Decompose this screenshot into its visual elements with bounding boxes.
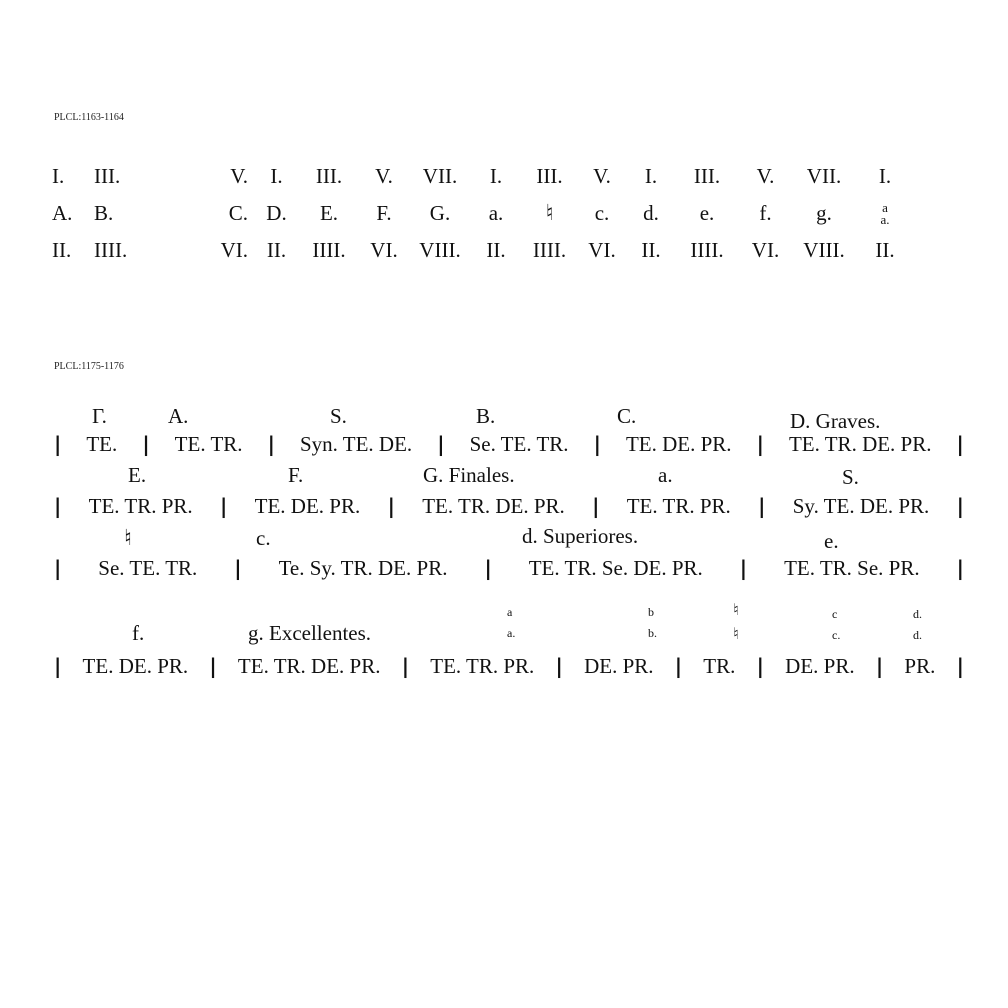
mode-cell: VII.: [422, 164, 458, 188]
separator: |: [437, 432, 445, 456]
label-e: e.: [824, 529, 839, 553]
mode-cell: I.: [489, 164, 503, 188]
letter-cell: c.: [594, 201, 610, 225]
mode-cell: IIII.: [690, 238, 724, 262]
syllable-group: TE. TR. DE. PR.: [422, 494, 565, 518]
separator: |: [956, 654, 964, 678]
syllable-group: TE. TR. Se. PR.: [784, 556, 920, 580]
syllable-group: TE. TR. PR.: [88, 494, 193, 518]
separator: |: [956, 556, 964, 580]
letter-cell: D.: [266, 201, 287, 225]
syllable-group: TE. TR. PR.: [430, 654, 535, 678]
separator: |: [756, 432, 764, 456]
label-bb-top: b: [648, 605, 654, 619]
page-reference-2: PLCL:1175-1176: [54, 361, 124, 372]
label-S-2: S.: [842, 465, 859, 489]
letter-cell: a.: [488, 201, 504, 225]
syllable-group: TE. DE. PR.: [82, 654, 189, 678]
separator: |: [484, 556, 492, 580]
letters-row: [52, 195, 915, 232]
hexachord-row-4: [54, 654, 964, 679]
mode-cell: VIII.: [803, 238, 845, 262]
mode-cell: I.: [52, 164, 65, 188]
mode-cell: III.: [94, 164, 121, 188]
mode-cell: VI.: [370, 238, 398, 262]
syllable-group: Syn. TE. DE.: [299, 432, 413, 456]
mode-cell: V.: [375, 164, 393, 188]
letter-cell: A.: [52, 201, 73, 225]
label-G-finales: G. Finales.: [423, 463, 515, 487]
mode-cell: V.: [593, 164, 611, 188]
separator: |: [875, 654, 884, 678]
mode-cell: V.: [756, 164, 775, 188]
separator: |: [209, 654, 217, 678]
letter-cell: d.: [643, 201, 659, 225]
letter-cell: G.: [429, 201, 451, 225]
syllable-group: TE. TR. DE. PR.: [237, 654, 381, 678]
separator: |: [756, 654, 764, 678]
label-d-superiores: d. Superiores.: [522, 524, 639, 548]
mode-cell: II.: [641, 238, 661, 262]
lower-modes-row: [52, 232, 915, 269]
separator: |: [956, 432, 964, 456]
label-g-excellentes: g. Excellentes.: [248, 621, 372, 645]
separator: |: [674, 654, 683, 678]
syllable-group: Sy. TE. DE. PR.: [792, 494, 930, 518]
natural-sign-icon: ♮: [733, 600, 739, 619]
mode-cell: III.: [693, 164, 721, 188]
separator: |: [592, 494, 600, 518]
mode-cell: I.: [270, 164, 283, 188]
mode-cell: VI.: [751, 238, 780, 262]
natural-sign-icon: ♮: [124, 526, 132, 551]
separator: |: [267, 432, 275, 456]
label-E: E.: [128, 463, 147, 487]
separator: |: [54, 654, 62, 678]
separator: |: [401, 654, 410, 678]
syllable-group: PR.: [904, 654, 936, 678]
mode-cell: I.: [644, 164, 658, 188]
label-C: C.: [617, 404, 637, 428]
separator: |: [387, 494, 395, 518]
hexachord-row-3: [54, 556, 964, 581]
mode-cell: VI.: [588, 238, 616, 262]
mode-cell: VI.: [220, 238, 248, 262]
mode-cell: III.: [536, 164, 563, 188]
mode-cell: IIII.: [94, 238, 128, 262]
letter-cell: C.: [228, 201, 248, 225]
hexachord-row-1: [54, 432, 964, 457]
label-bb-bottom: b.: [648, 626, 657, 640]
letter-cell: e.: [699, 201, 715, 225]
label-cc-bottom: c.: [832, 628, 841, 642]
letter-cell: F.: [376, 201, 392, 225]
syllable-group: TE. TR.: [174, 432, 243, 456]
label-a: a.: [658, 463, 673, 487]
label-D-graves: D. Graves.: [790, 409, 881, 433]
syllable-group: TE. TR. Se. DE. PR.: [528, 556, 703, 580]
label-aa-bottom: a.: [507, 626, 516, 640]
label-S: S.: [330, 404, 347, 428]
syllable-group: DE. PR.: [584, 654, 654, 678]
page-reference-1: PLCL:1163-1164: [54, 112, 124, 123]
mode-cell: II.: [52, 238, 72, 262]
label-cc-top: c: [832, 607, 838, 621]
separator: |: [54, 556, 62, 580]
syllable-group: TE. DE. PR.: [625, 432, 732, 456]
letter-cell: B.: [94, 201, 114, 225]
syllable-group: TE.: [86, 432, 118, 456]
natural-sign-cell: ♮: [545, 201, 554, 226]
mode-cell: I.: [878, 164, 892, 188]
label-dd-top: d.: [913, 607, 922, 621]
syllable-group: TR.: [703, 654, 736, 678]
label-c: c.: [256, 526, 271, 550]
mode-cell: V.: [230, 164, 248, 188]
mode-cell: II.: [875, 238, 895, 262]
letter-cell: E.: [319, 201, 339, 225]
label-B: B.: [476, 404, 496, 428]
separator: |: [54, 494, 62, 518]
separator: |: [142, 432, 150, 456]
syllable-group: Se. TE. TR.: [469, 432, 569, 456]
mode-cell: VII.: [806, 164, 842, 188]
syllable-group: Se. TE. TR.: [98, 556, 198, 580]
mode-cell: IIII.: [532, 238, 567, 262]
separator: |: [739, 556, 748, 580]
separator: |: [758, 494, 766, 518]
mode-cell: IIII.: [312, 238, 346, 262]
separator: |: [220, 494, 228, 518]
mode-cell: III.: [315, 164, 343, 188]
mode-cell: II.: [266, 238, 287, 262]
syllable-group: DE. PR.: [785, 654, 855, 678]
separator: |: [234, 556, 242, 580]
syllable-group: TE. TR. PR.: [626, 494, 731, 518]
modes-table: [52, 158, 915, 269]
upper-modes-row: [52, 158, 915, 195]
label-A: A.: [168, 404, 189, 428]
syllable-group: TE. TR. DE. PR.: [788, 432, 932, 456]
separator: |: [593, 432, 601, 456]
double-a-cell: a a.: [880, 199, 890, 227]
separator: |: [956, 494, 964, 518]
label-dd-bottom: d.: [913, 628, 922, 642]
separator: |: [54, 432, 62, 456]
natural-sign-icon: ♮: [733, 624, 739, 643]
hexachord-row-2: [54, 494, 964, 519]
mode-cell: VIII.: [419, 238, 461, 262]
label-gamma: Γ.: [92, 404, 107, 428]
label-aa-top: a: [507, 605, 513, 619]
label-f: f.: [132, 621, 145, 645]
syllable-group: Te. Sy. TR. DE. PR.: [278, 556, 448, 580]
letter-cell: f.: [759, 201, 772, 225]
label-F: F.: [288, 463, 304, 487]
mode-cell: II.: [486, 238, 506, 262]
syllable-group: TE. DE. PR.: [254, 494, 361, 518]
letter-cell: g.: [816, 201, 832, 225]
separator: |: [555, 654, 563, 678]
